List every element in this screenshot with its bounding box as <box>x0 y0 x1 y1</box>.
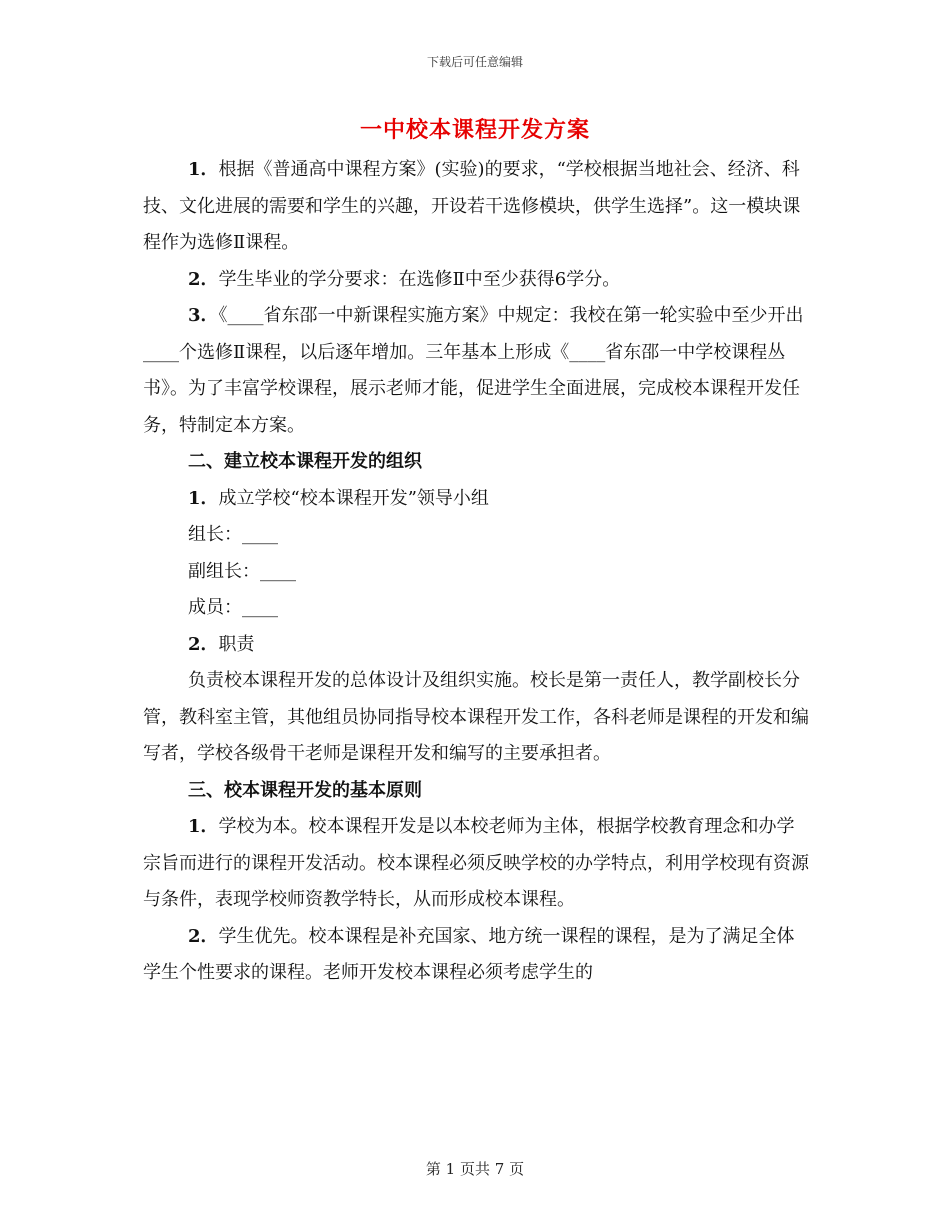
paragraph-text: 学生毕业的学分要求：在选修Ⅱ中至少获得6学分。 <box>218 268 621 290</box>
page-footer: 第 1 页共 7 页 <box>425 1160 525 1178</box>
paragraph-1 <box>143 152 811 262</box>
members-line: 成员：____ <box>188 597 278 618</box>
subsection-2 <box>143 627 811 664</box>
paragraph-number: 2． <box>188 268 219 290</box>
paragraph-text: 职责 <box>218 633 255 655</box>
paragraph-3 <box>143 298 811 444</box>
duty-paragraph: 负责校本课程开发的总体设计及组织实施。校长是第一责任人，教学副校长分管，教科室主管，其他组员协同指导校本课程开发工作，各科老师是课程的开发和编写者，学校各级骨干老师是课程开发和编写的主要承担者。 <box>143 670 809 764</box>
paragraph-number: 1． <box>188 487 219 509</box>
paragraph-number: 3． <box>188 305 219 326</box>
section-heading-3: 三、校本课程开发的基本原则 <box>188 779 422 801</box>
paragraph-text: 成立学校“校本课程开发”领导小组 <box>218 487 489 509</box>
paragraph-text: 学校为本。校本课程开发是以本校老师为主体，根据学校教育理念和办学宗旨而进行的课程开发活动。校本课程必须反映学校的办学特点，利用学校现有资源与条件，表现学校师资教学特长，从而形成校本课程。 <box>143 816 809 910</box>
document-body <box>143 152 811 992</box>
paragraph-text: 学生优先。校本课程是补充国家、地方统一课程的课程，是为了满足全体学生个性要求的课程。老师开发校本课程必须考虑学生的 <box>143 925 795 983</box>
paragraph-number: 2． <box>188 633 219 655</box>
paragraph-number: 1． <box>188 816 219 837</box>
paragraph-text: 《____省东邵一中新课程实施方案》中规定：我校在第一轮实验中至少开出____个选修Ⅱ课程，以后逐年增加。三年基本上形成《____省东邵一中学校课程丛书》。为了丰富学校课程，展示老师才能，促进学生全面进展，完成校本课程开发任务，特制定本方案。 <box>143 305 804 436</box>
principle-1 <box>143 809 811 919</box>
paragraph-text: 根据《普通高中课程方案》(实验)的要求，“学校根据当地社会、经济、科技、文化进展的需要和学生的兴趣，开设若干选修模块，供学生选择”。这一模块课程作为选修Ⅱ课程。 <box>143 159 801 253</box>
document-title: 一中校本课程开发方案 <box>359 117 590 143</box>
page-header: 下载后可任意编辑 <box>426 55 523 69</box>
paragraph-number: 1． <box>188 159 219 180</box>
section-heading-2: 二、建立校本课程开发的组织 <box>188 451 422 472</box>
paragraph-number: 2． <box>188 925 219 947</box>
paragraph-2 <box>143 262 811 299</box>
principle-2 <box>143 919 811 992</box>
vice-leader-line: 副组长：____ <box>188 560 296 582</box>
subsection-1 <box>143 481 811 518</box>
leader-line: 组长：____ <box>188 524 278 545</box>
